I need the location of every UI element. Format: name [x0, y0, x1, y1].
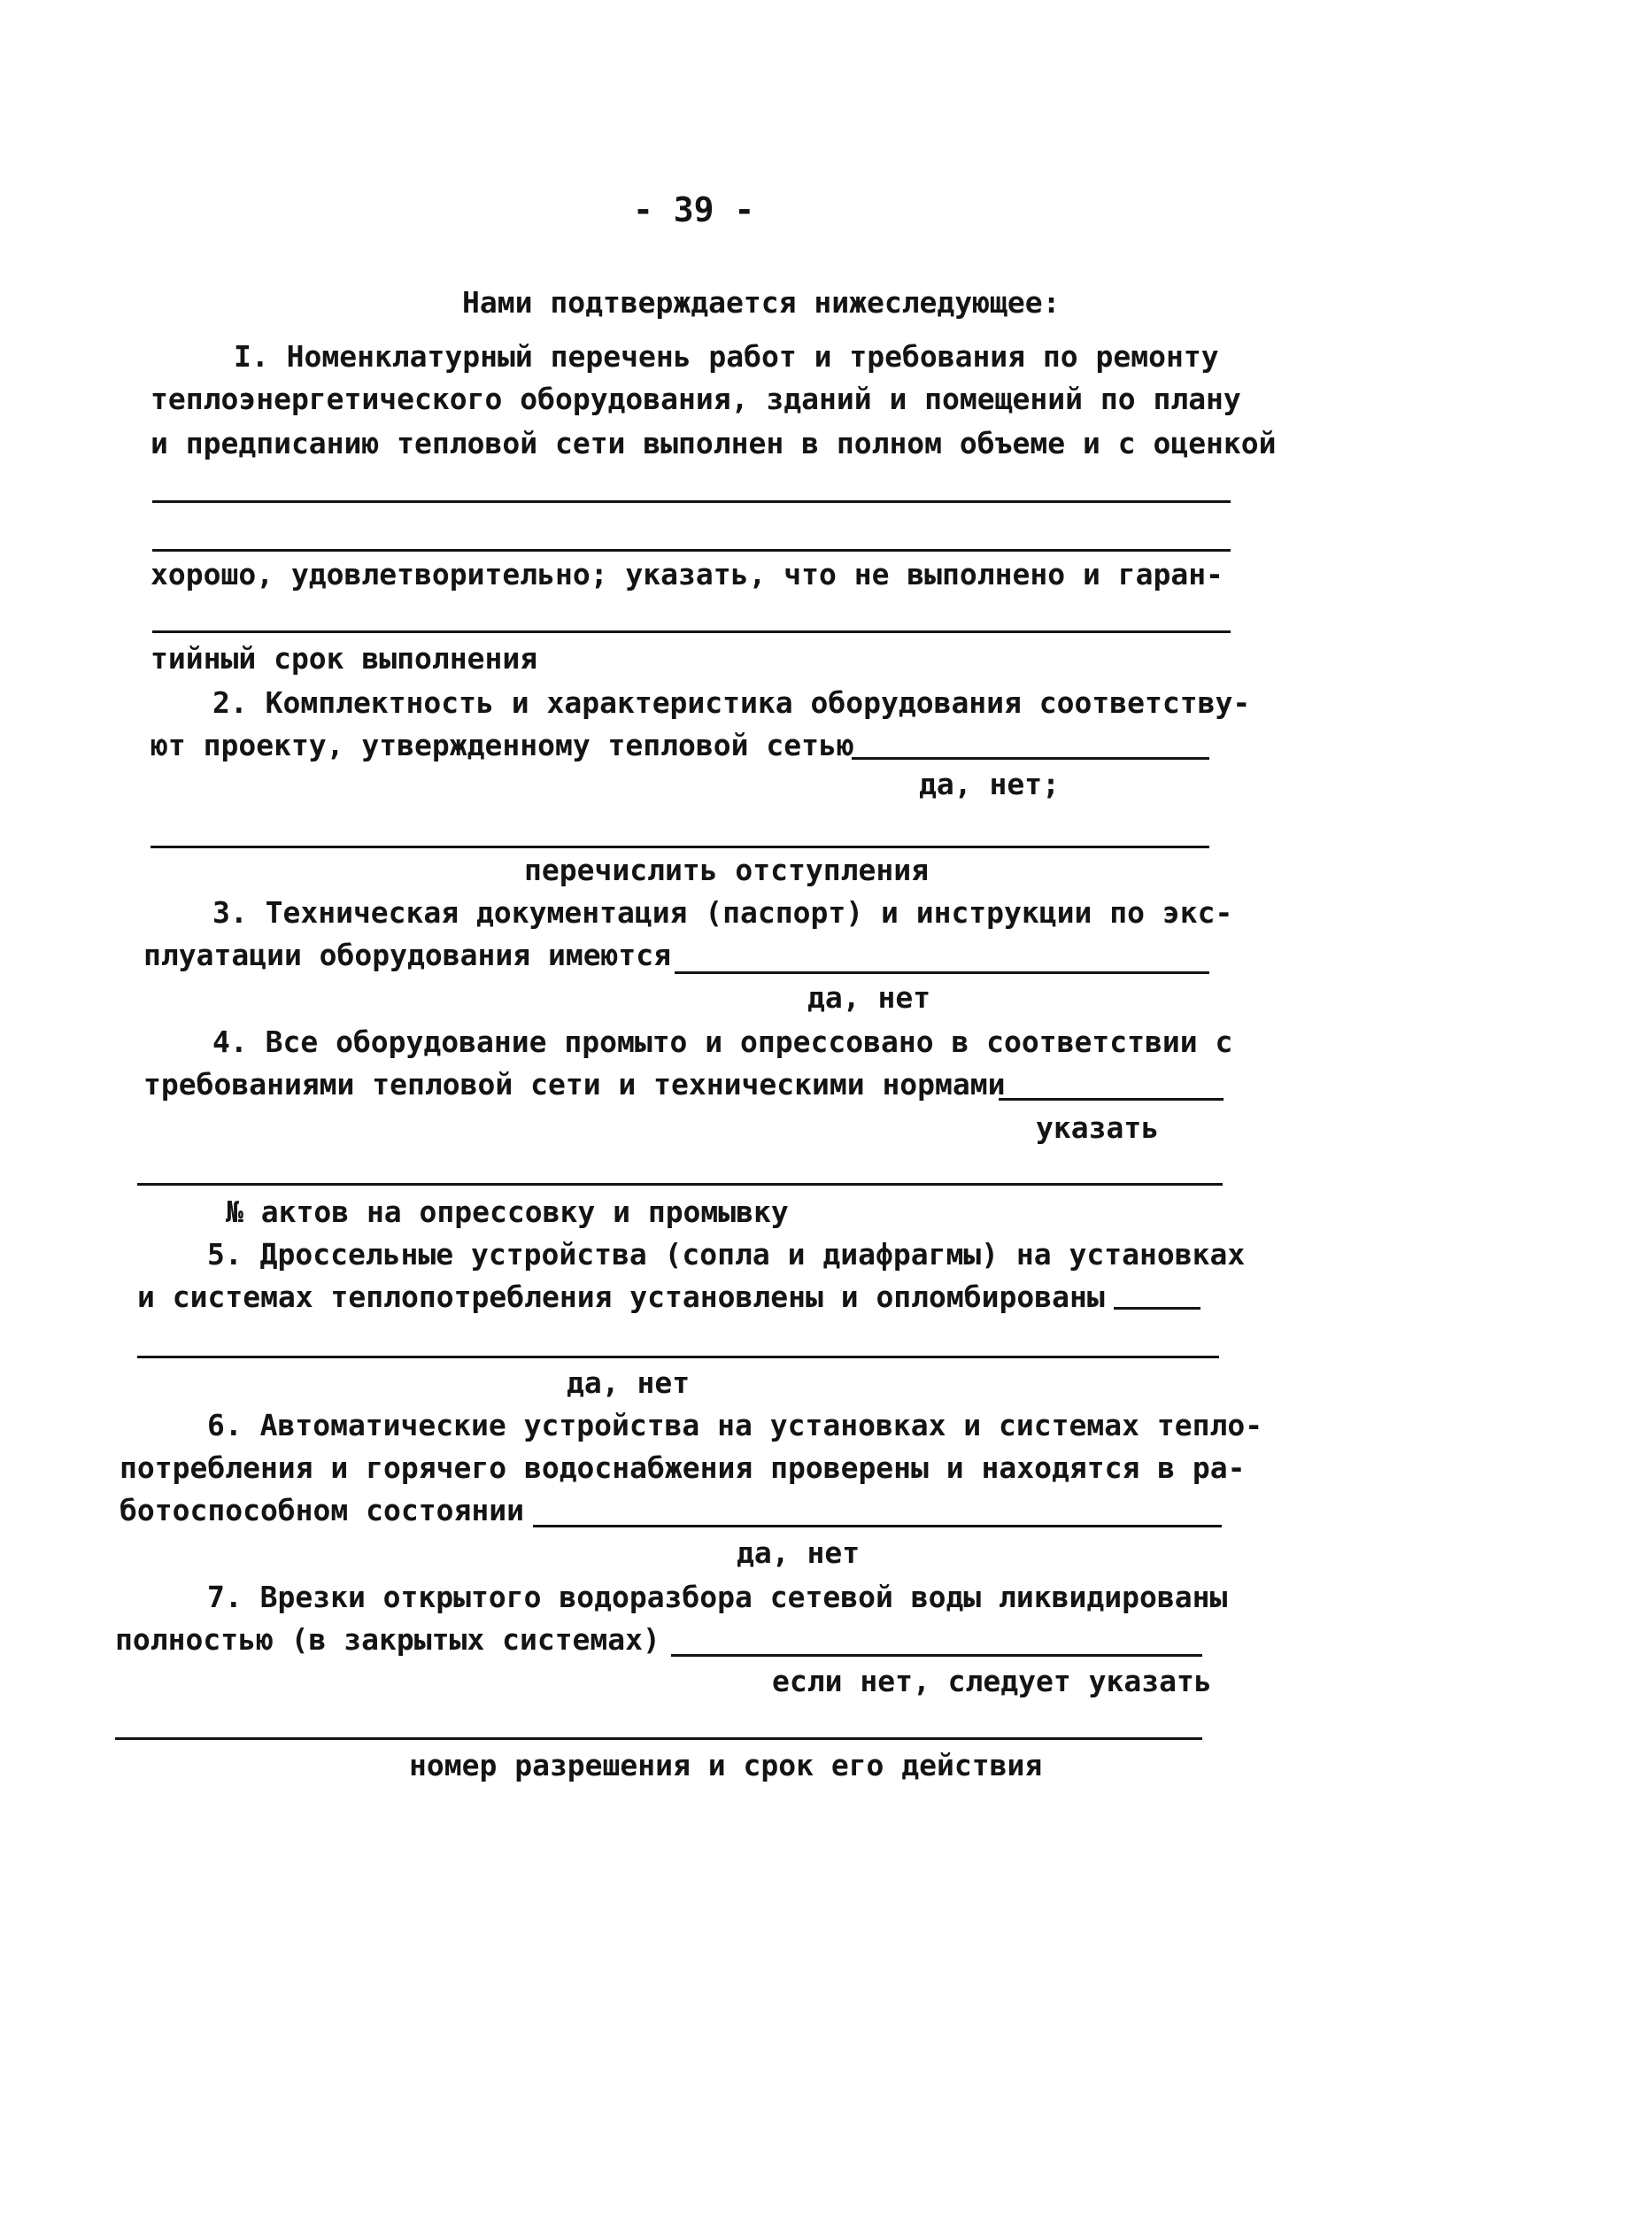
item3-answer-line[interactable] [675, 971, 1209, 974]
item5-line1: 5. Дроссельные устройства (сопла и диафрагмы) на установках [207, 1237, 1246, 1272]
item2-line1: 2. Комплектность и характеристика оборудования соответству- [212, 685, 1251, 720]
item2-answer-line[interactable] [852, 757, 1209, 760]
item4-hint: № актов на опрессовку и промывку [226, 1195, 789, 1229]
item4-line1: 4. Все оборудование промыто и опрессовано в соответствии с [212, 1024, 1233, 1059]
item4-line2: требованиями тепловой сети и техническими нормами [143, 1067, 1006, 1102]
item2-answer-hint: да, нет; [919, 767, 1060, 801]
item1-hint1: хорошо, удовлетворительно; указать, что не выполнено и гаран- [151, 557, 1224, 591]
item1-blank-line-1[interactable] [152, 500, 1231, 503]
item5-answer-line-short[interactable] [1114, 1307, 1200, 1310]
item4-answer-line[interactable] [999, 1098, 1224, 1101]
item7-answer-hint: если нет, следует указать [772, 1664, 1212, 1698]
item2-hint: перечислить отступления [524, 853, 929, 887]
item6-line2: потребления и горячего водоснабжения проверены и находятся в ра- [120, 1450, 1246, 1485]
intro-heading: Нами подтверждается нижеследующее: [462, 285, 1061, 320]
item7-line1: 7. Врезки открытого водоразбора сетевой воды ликвидированы [207, 1580, 1228, 1614]
item5-answer-hint: да, нет [567, 1365, 691, 1400]
item6-answer-line[interactable] [533, 1525, 1222, 1527]
item4-answer-hint: указать [1036, 1110, 1160, 1145]
item6-line1: 6. Автоматические устройства на установках и системах тепло- [207, 1408, 1263, 1442]
item1-line1: I. Номенклатурный перечень работ и требования по ремонту [234, 339, 1219, 374]
item3-answer-hint: да, нет [807, 980, 931, 1015]
item5-line2: и системах теплопотребления установлены и опломбированы [137, 1280, 1105, 1314]
item1-line2: теплоэнергетического оборудования, зданий и помещений по плану [151, 382, 1241, 416]
item4-acts-line[interactable] [137, 1183, 1223, 1186]
item2-line2: ют проекту, утвержденному тепловой сетью [151, 728, 854, 762]
item1-line3: и предписанию тепловой сети выполнен в полном объеме и с оценкой [151, 426, 1277, 460]
item1-blank-line-2[interactable] [152, 549, 1231, 552]
item1-blank-line-3[interactable] [152, 630, 1231, 633]
item2-deviations-line[interactable] [151, 846, 1209, 848]
item7-hint: номер разрешения и срок его действия [409, 1748, 1043, 1782]
item6-line3: ботоспособном состоянии [120, 1493, 524, 1527]
item3-line2: плуатации оборудования имеются [143, 938, 672, 972]
item7-answer-line[interactable] [671, 1654, 1202, 1657]
item6-answer-hint: да, нет [737, 1535, 861, 1570]
item3-line1: 3. Техническая документация (паспорт) и инструкции по экс- [212, 895, 1233, 930]
item7-line2: полностью (в закрытых системах) [115, 1622, 660, 1657]
item7-permit-line[interactable] [115, 1737, 1202, 1740]
page-number: - 39 - [633, 190, 755, 229]
item5-answer-line[interactable] [137, 1356, 1219, 1358]
item1-hint2: тийный срок выполнения [151, 641, 538, 676]
